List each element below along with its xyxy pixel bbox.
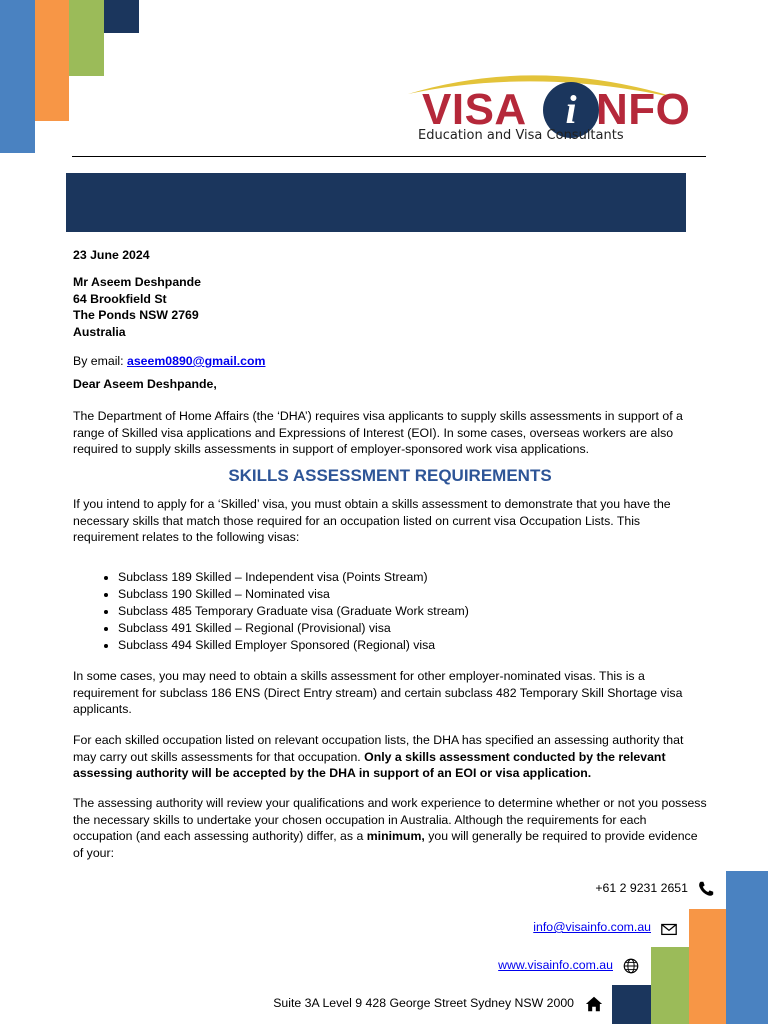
recipient-country: Australia	[73, 324, 126, 339]
footer-phone	[595, 881, 688, 895]
authority-text: For each skilled occupation listed on relevant occupation lists, the DHA has specified an assessing authority that may carry out skills assessments for that occupation.	[73, 733, 684, 764]
recipient-email-link[interactable]: aseem0890@gmail.com	[127, 354, 266, 368]
review-paragraph	[73, 795, 709, 861]
list-item: • Subclass 491 Skilled – Regional (Provisional) visa	[118, 620, 718, 637]
globe-icon	[622, 957, 640, 975]
footer-website	[498, 958, 613, 972]
decor-bar-navy-top	[104, 0, 139, 33]
authority-bold-text: Only a skills assessment conducted by the relevant assessing authority will be accepted by the DHA in support of an EOI or visa application.	[73, 749, 666, 781]
decor-bar-blue-top	[0, 0, 35, 153]
skilled-paragraph: If you intend to apply for a ‘Skilled’ visa, you must obtain a skills assessment to demonstrate that you have the necessary skills that match those required for an occupation listed on current visa Occupation Lists. This requirement relates to the following visas:	[73, 497, 671, 545]
email-label: By email:	[73, 354, 124, 368]
list-item: • Subclass 190 Skilled – Nominated visa	[118, 586, 718, 603]
letter-date: 23 June 2024	[73, 248, 150, 262]
intro-paragraph: The Department of Home Affairs (the ‘DHA’) requires visa applicants to supply skills assessments in support of a range of Skilled visa applications and Expressions of Interest (EOI). In some cases, overseas workers are also required to supply skills assessments in support of employer-sponsored work visa applications.	[73, 409, 683, 457]
review-text-a: The assessing authority will review your qualifications and work experience to determine whether or not you possess the necessary skills to undertake your chosen occupation in Australia. Although the requirements for each occupation (and each assessing authority) differ, as a	[73, 796, 707, 844]
recipient-name: Mr Aseem Deshpande	[73, 275, 202, 289]
decor-bar-green-bottom	[651, 947, 689, 1024]
list-item: • Subclass 494 Skilled Employer Sponsored (Regional) visa	[118, 637, 718, 654]
review-bold-text: minimum,	[366, 829, 425, 844]
recipient-suburb: The Ponds NSW 2769	[73, 308, 199, 322]
logo-word-visa: VISA	[422, 85, 527, 134]
employer-paragraph: In some cases, you may need to obtain a skills assessment for other employer-nominated visas. This is a requirement for subclass 186 ENS (Direct Entry stream) and certain subclass 482 Temporary Skill Shortage visa applicants.	[73, 669, 683, 717]
email-line	[73, 354, 265, 368]
envelope-icon	[660, 920, 678, 938]
header-banner	[66, 173, 686, 232]
phone-number: +61 2 9231 2651	[595, 881, 688, 895]
visainfo-logo	[400, 62, 690, 150]
list-item: • Subclass 189 Skilled – Independent visa (Points Stream)	[118, 569, 718, 586]
salutation: Dear Aseem Deshpande,	[73, 377, 217, 391]
decor-bar-orange-top	[35, 0, 69, 121]
recipient-address	[73, 274, 201, 340]
footer-website-link[interactable]: www.visainfo.com.au	[498, 958, 613, 972]
visa-list	[73, 569, 718, 654]
logo-letter-i: i	[543, 82, 599, 138]
decor-bar-blue-bottom	[726, 871, 768, 1024]
list-item: • Subclass 485 Temporary Graduate visa (Graduate Work stream)	[118, 603, 718, 620]
footer-email-link[interactable]: info@visainfo.com.au	[533, 920, 651, 934]
decor-bar-orange-bottom	[689, 909, 726, 1024]
authority-paragraph	[73, 732, 709, 782]
section-heading: SKILLS ASSESSMENT REQUIREMENTS	[228, 466, 552, 485]
home-icon	[585, 995, 603, 1013]
footer-email	[533, 920, 651, 934]
phone-icon	[697, 880, 715, 898]
header-divider	[72, 156, 706, 157]
decor-bar-green-top	[69, 0, 104, 76]
footer-address: Suite 3A Level 9 428 George Street Sydney NSW 2000	[273, 996, 574, 1010]
decor-bar-navy-bottom	[612, 985, 651, 1024]
logo-word-nfo: NFO	[596, 85, 691, 134]
recipient-street: 64 Brookfield St	[73, 291, 167, 306]
review-text-b: you will generally be required to provide evidence of your:	[73, 829, 698, 860]
logo-tagline: Education and Visa Consultants	[418, 128, 624, 143]
